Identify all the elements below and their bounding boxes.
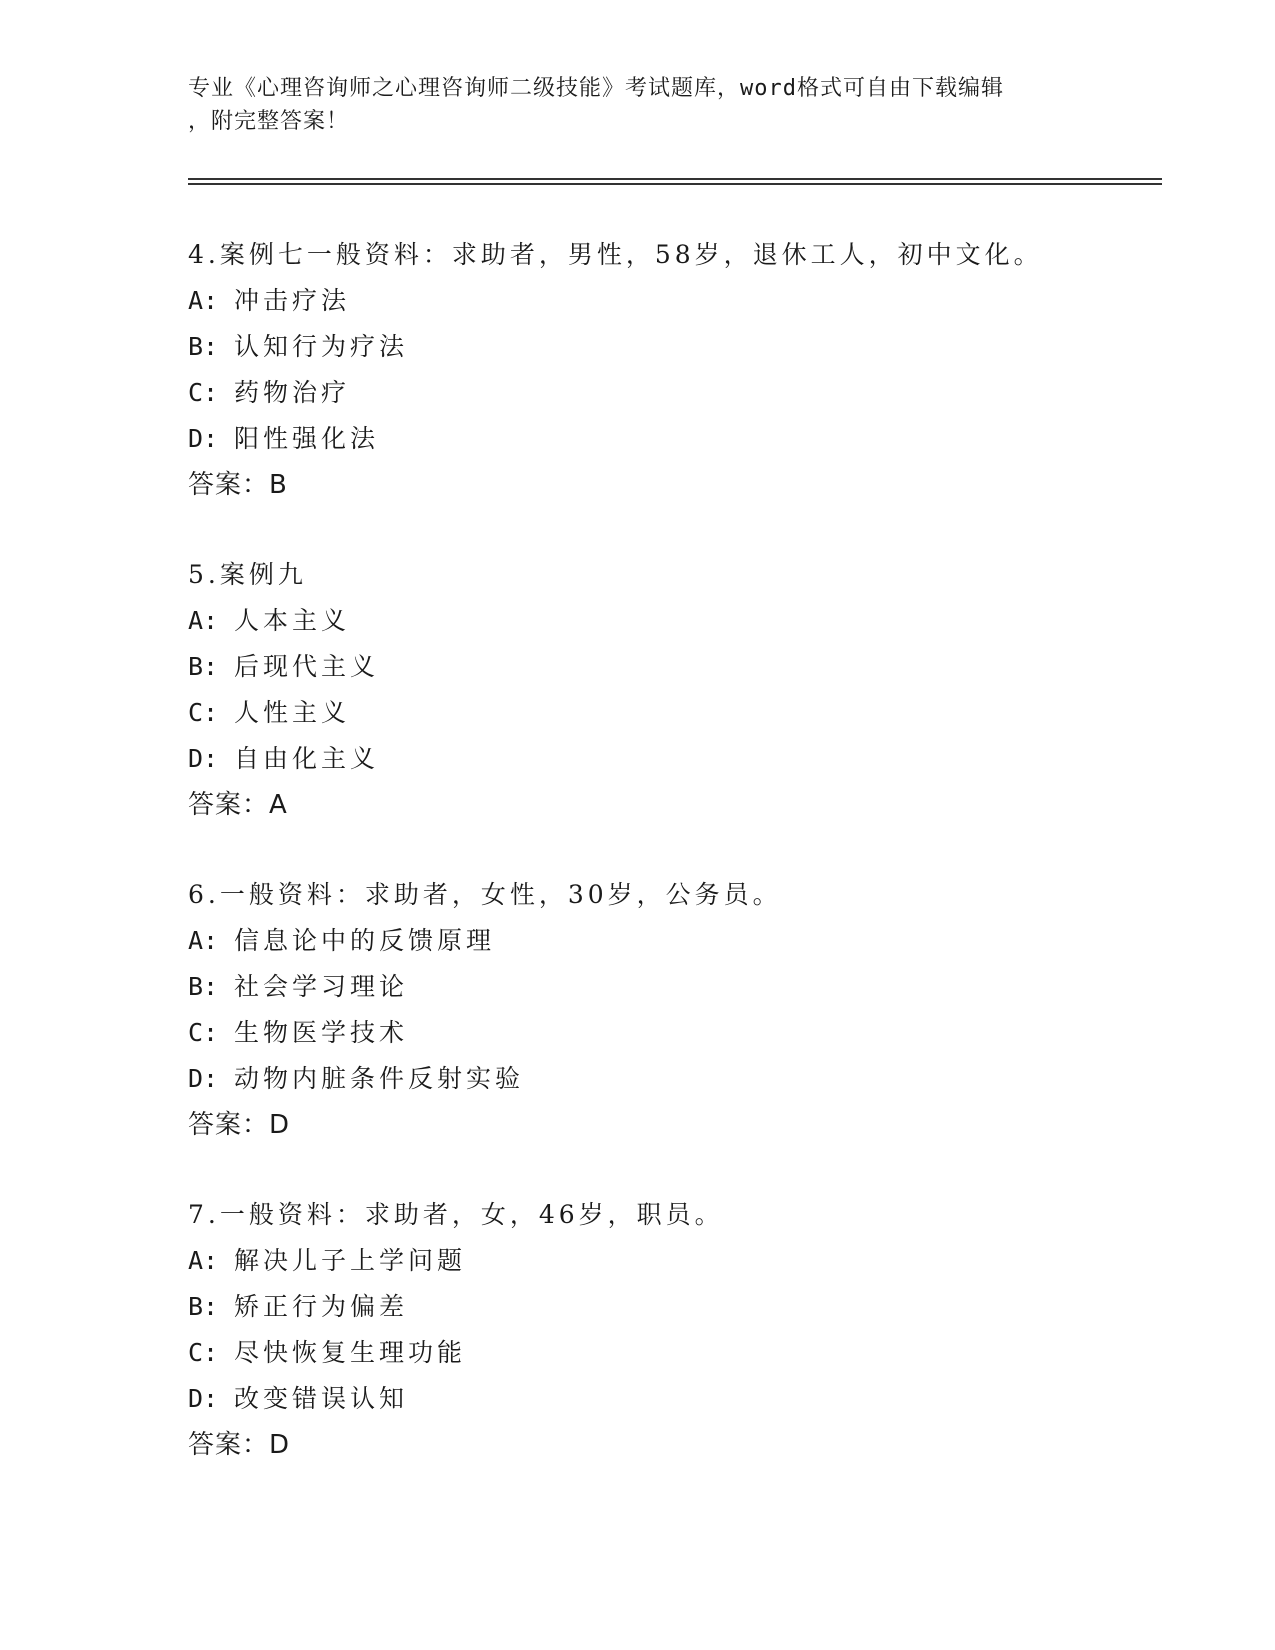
option-c [188, 1330, 724, 1376]
option-c [188, 370, 1043, 416]
option-a [188, 918, 782, 964]
option-letter: A: [188, 286, 219, 315]
option-letter: D: [188, 744, 219, 773]
option-letter: C: [188, 698, 219, 727]
option-text: 尽快恢复生理功能 [234, 1338, 467, 1367]
question-stem: 5.案例九 [188, 560, 307, 589]
question-stem: 7.一般资料：求助者，女，46岁，职员。 [188, 1200, 724, 1229]
option-letter: D: [188, 1384, 219, 1413]
option-text: 解决儿子上学问题 [234, 1246, 467, 1275]
option-d [188, 416, 1043, 462]
option-text: 人本主义 [234, 606, 351, 635]
option-letter: B: [188, 972, 219, 1001]
answer: 答案：B [188, 470, 288, 500]
answer: 答案：D [188, 1430, 291, 1460]
option-letter: B: [188, 332, 219, 361]
option-c [188, 1010, 782, 1056]
option-text: 矫正行为偏差 [234, 1292, 409, 1321]
option-letter: B: [188, 1292, 219, 1321]
option-text: 自由化主义 [234, 744, 380, 773]
option-text: 动物内脏条件反射实验 [234, 1064, 525, 1093]
header-divider-top [188, 178, 1162, 180]
option-d [188, 1056, 782, 1102]
question-4 [188, 232, 1043, 508]
option-letter: C: [188, 1018, 219, 1047]
option-text: 认知行为疗法 [234, 332, 409, 361]
option-letter: C: [188, 1338, 219, 1367]
option-a [188, 278, 1043, 324]
option-letter: A: [188, 1246, 219, 1275]
header-line-1: 专业《心理咨询师之心理咨询师二级技能》考试题库，word格式可自由下载编辑 [188, 76, 1004, 101]
option-letter: A: [188, 926, 219, 955]
option-text: 阳性强化法 [234, 424, 380, 453]
question-stem: 4.案例七一般资料：求助者，男性，58岁，退休工人，初中文化。 [188, 240, 1043, 269]
option-text: 后现代主义 [234, 652, 380, 681]
option-b [188, 964, 782, 1010]
option-letter: D: [188, 1064, 219, 1093]
option-a [188, 598, 379, 644]
question-5 [188, 552, 379, 828]
header-line-2: ，附完整答案！ [188, 109, 350, 134]
option-text: 人性主义 [234, 698, 351, 727]
option-letter: D: [188, 424, 219, 453]
option-text: 药物治疗 [234, 378, 351, 407]
option-letter: B: [188, 652, 219, 681]
option-d [188, 1376, 724, 1422]
option-text: 生物医学技术 [234, 1018, 409, 1047]
document-header [188, 72, 1088, 138]
option-b [188, 1284, 724, 1330]
option-letter: C: [188, 378, 219, 407]
header-divider-bottom [188, 183, 1162, 185]
option-text: 冲击疗法 [234, 286, 351, 315]
answer: 答案：D [188, 1110, 291, 1140]
answer: 答案：A [188, 790, 288, 820]
option-text: 改变错误认知 [234, 1384, 409, 1413]
question-7 [188, 1192, 724, 1468]
question-6 [188, 872, 782, 1148]
option-a [188, 1238, 724, 1284]
option-b [188, 644, 379, 690]
question-stem: 6.一般资料：求助者，女性，30岁，公务员。 [188, 880, 782, 909]
option-c [188, 690, 379, 736]
option-letter: A: [188, 606, 219, 635]
option-text: 社会学习理论 [234, 972, 409, 1001]
option-text: 信息论中的反馈原理 [234, 926, 496, 955]
option-b [188, 324, 1043, 370]
option-d [188, 736, 379, 782]
